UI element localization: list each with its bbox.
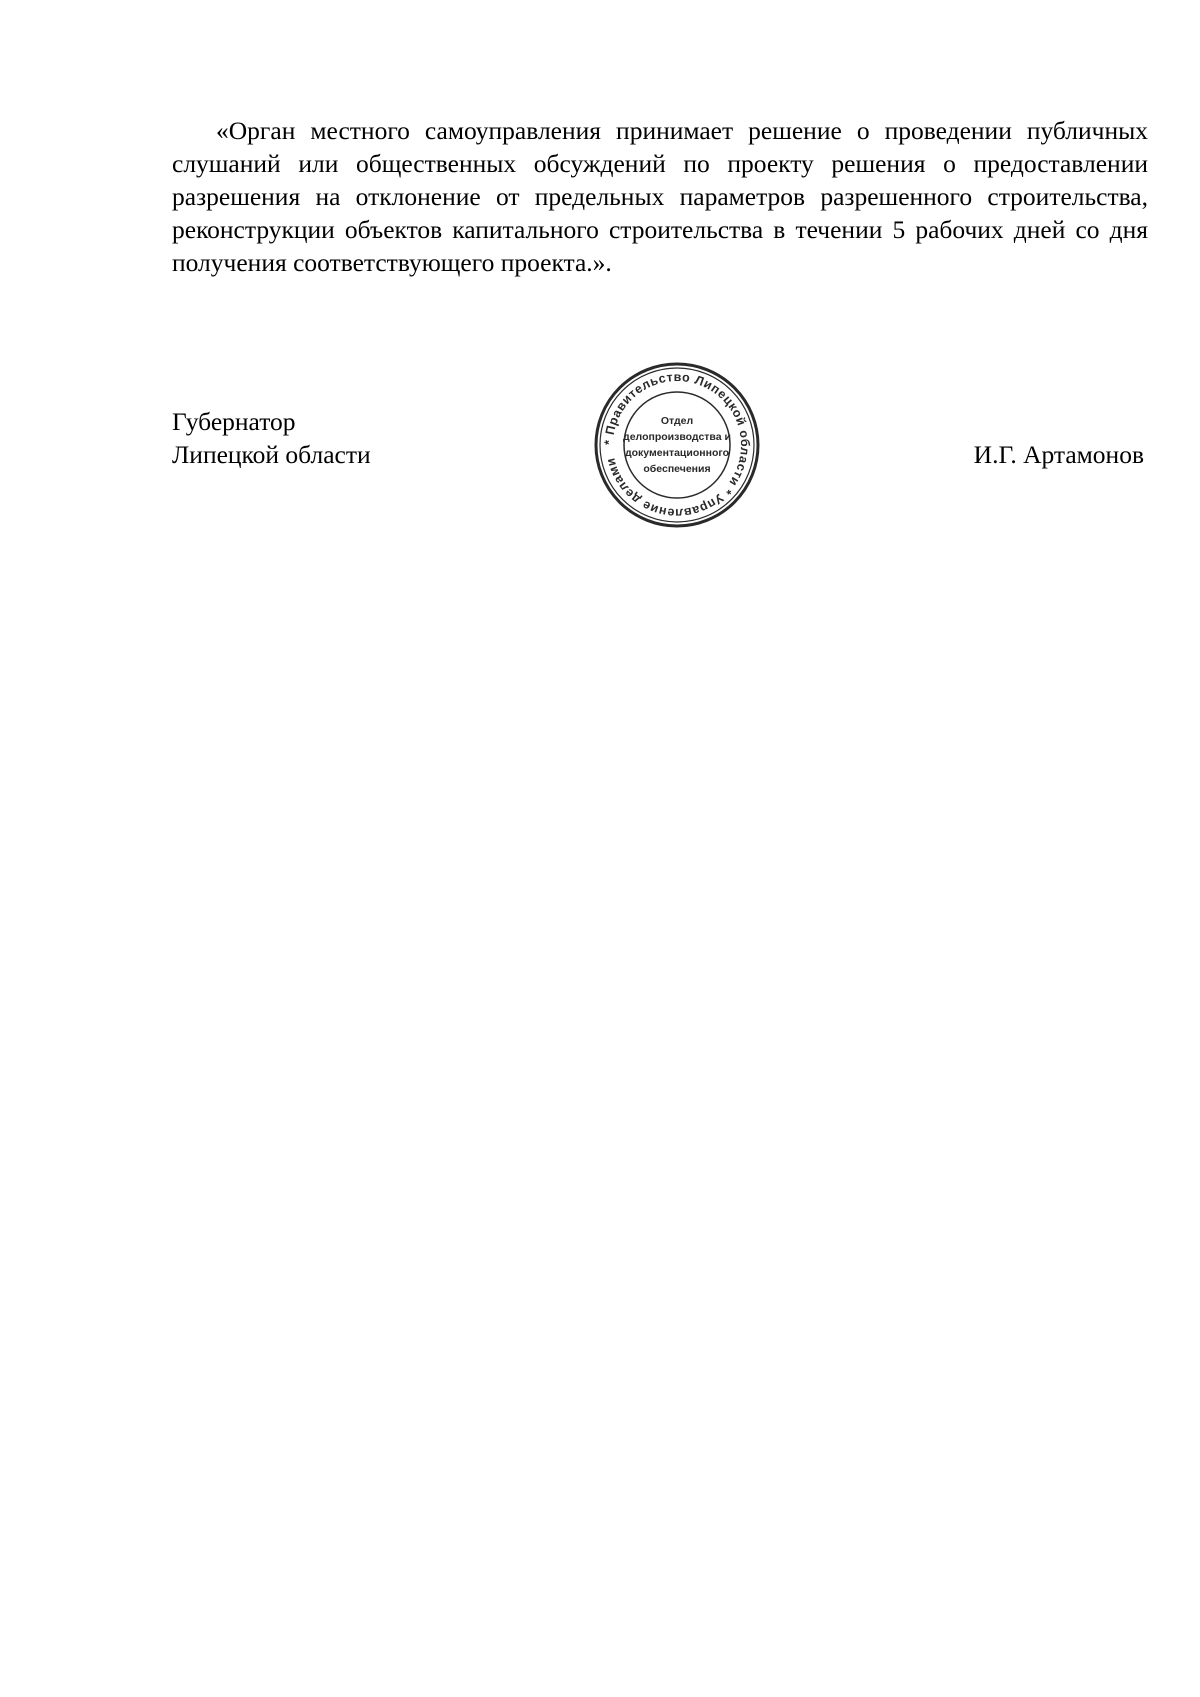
signatory-title-line1: Губернатор (172, 407, 296, 436)
signatory-name: И.Г. Артамонов (973, 440, 1144, 469)
stamp-center-line-2: делопроизводства и (623, 431, 731, 443)
stamp-ring-text: * Правительство Липецкой области * Управление делами (601, 369, 753, 521)
signatory-title-line2: Липецкой области (172, 440, 371, 469)
official-stamp (592, 360, 762, 530)
body-paragraph: «Орган местного самоуправления принимает решение о проведении публичных слушаний или общественных обсуждений по проекту решения о предоставлении разрешения на отклонение от предельных параметров разрешенного строительства, реконструкции объектов капитального строительства в течении 5 рабочих дней со дня получения соответствующего проекта.». (172, 116, 1148, 277)
stamp-center-line-4: обеспечения (643, 463, 711, 475)
signatory-title (172, 405, 371, 471)
stamp-center-line-1: Отдел (660, 415, 694, 427)
stamp-seal-icon (592, 360, 762, 530)
stamp-center-line-3: документационного (624, 447, 730, 459)
